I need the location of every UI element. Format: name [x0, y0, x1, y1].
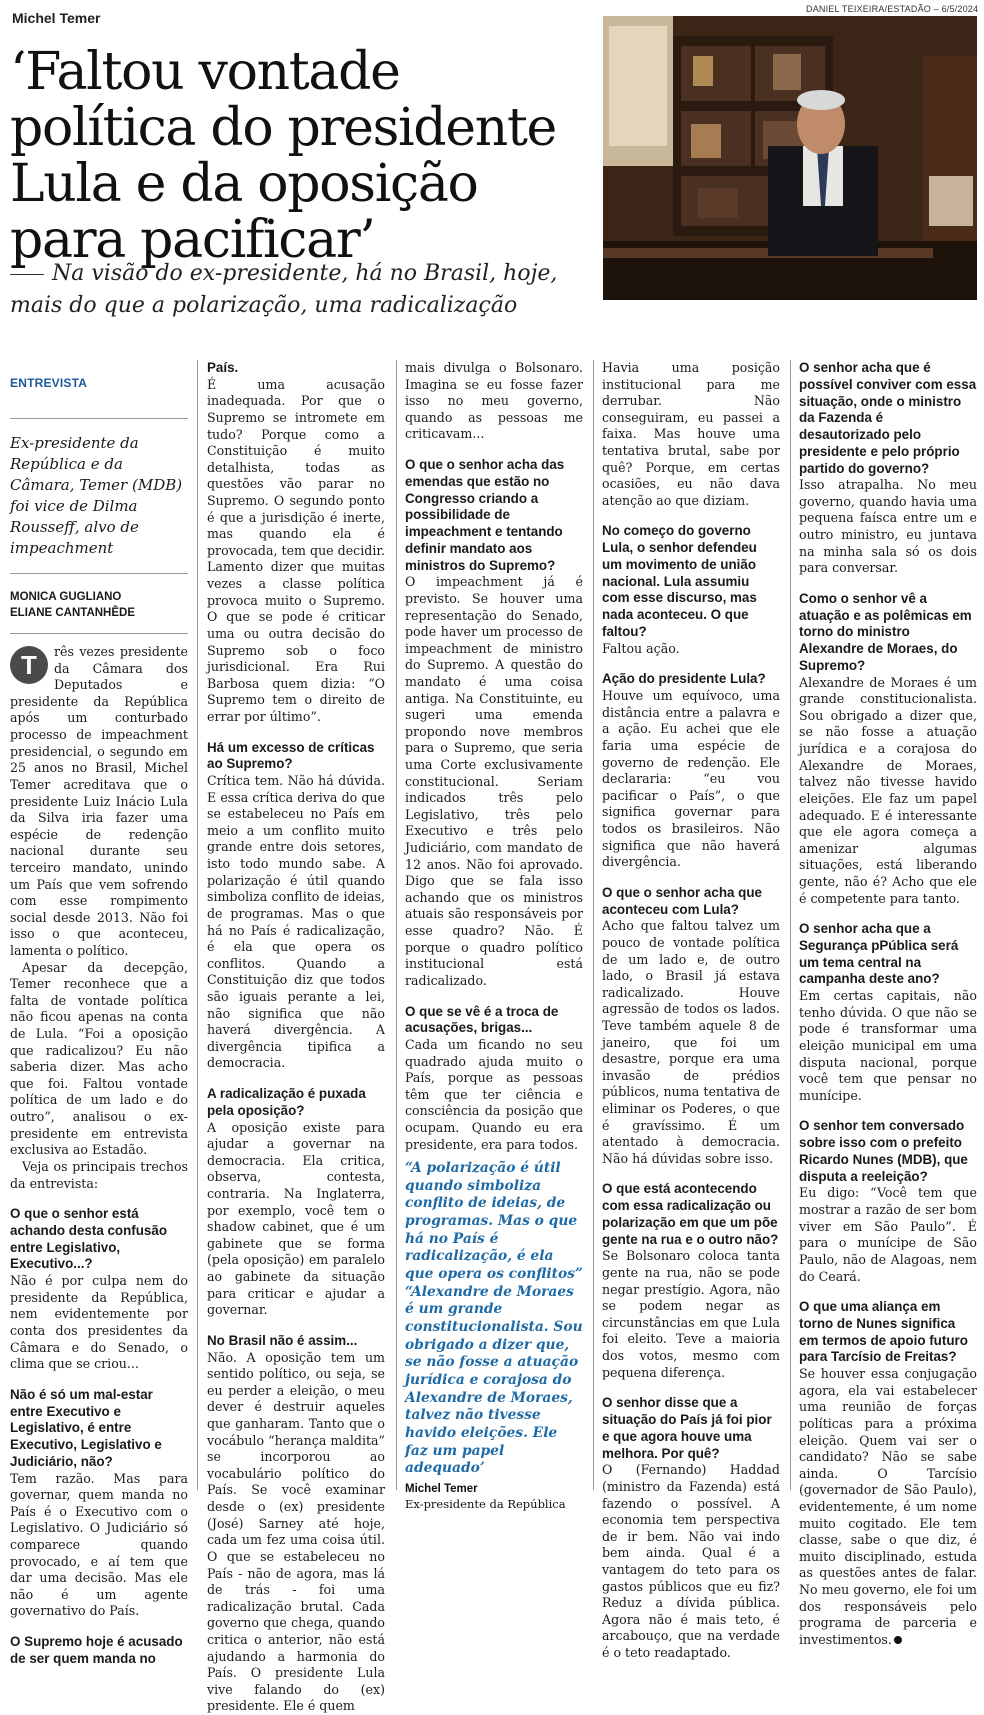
question: Não é só um mal-estar entre Executivo e Legislativo, é entre Executivo, Legislativo e Judiciário, não? [10, 1386, 162, 1469]
column-rule [396, 360, 397, 1490]
question: Como o senhor vê a atuação e as polêmicas em torno do ministro Alexandre de Moraes, do Supremo? [799, 590, 972, 673]
column-4 [602, 360, 780, 1662]
dash-rule [10, 274, 44, 275]
question: Ação do presidente Lula? [602, 671, 766, 687]
answer: Se houver essa conjugação agora, ela vai estabelecer uma reunião de forças políticas para a próxima eleição. Quem vai ser o candidato? Não se sabe ainda. O Tarcísio (governador de São Paulo), evidentemente, é um nome muito cogitado. Ele tem classe, sabe o que diz, é muito disciplinado, estuda as questões antes de falar. No meu governo, ele foi um dos responsáveis pelo programa de parceria e investimentos. [799, 1366, 977, 1647]
answer: O (Fernando) Haddad (ministro da Fazenda) está fazendo o possível. A economia tem perspectiva de ir bem. Não vai indo bem ainda. Qual é a vantagem do teto para os gastos públicos que eu fiz? Reduz a dívida pública. Agora não é mais teto, é arcabouço, que na verdade é o teto readaptado. [602, 1462, 780, 1661]
column-1 [10, 360, 188, 1668]
column-5 [799, 360, 977, 1648]
question-continued: País. [207, 360, 239, 375]
answer: Em certas capitais, não tenho dúvida. O que não se pode é transformar uma eleição municipal em uma disputa nacional, porque você tem que pensar no munícipe. [799, 988, 977, 1103]
pull-quote-author: Michel Temer [405, 1482, 478, 1495]
question: O que se vê é a troca de acusações, brigas... [405, 1003, 559, 1036]
question: O senhor disse que a situação do País já foi pior e que agora houve uma melhora. Por quê? [602, 1395, 772, 1461]
portrait-illustration [603, 16, 977, 300]
question: O que uma aliança em torno de Nunes significa em termos de apoio futuro para Tarcísio de Freitas? [799, 1299, 968, 1365]
intro-paragraph: Veja os principais trechos da entrevista: [10, 1158, 188, 1191]
answer: mais divulga o Bolsonaro. Imagina se eu fosse fazer isso no meu governo, quando as pessoas me criticavam... [405, 360, 583, 442]
question: A radicalização é puxada pela oposição? [207, 1086, 366, 1118]
answer: Tem razão. Mas para governar, quem manda no País é o Executivo com o Legislativo. O Judiciário só comparece quando provocado, e aí tem que dar uma decisão. Mas ele não é um agente governativo do País. [10, 1470, 188, 1619]
column-rule [790, 360, 791, 1490]
answer: Acho que faltou talvez um pouco de vontade política de um lado e, de outro lado, o Brasil já estava radicalizado. Houve agressão de todos os lados. Teve também aquele 8 de janeiro, que foi um desastre, porque era uma invasão de prédios públicos, numa tentativa de eliminar os Poderes, o que é gravíssimo. É um atentado à democracia. Não há dúvidas sobre isso. [602, 918, 780, 1166]
author-name: ELIANE CANTANHÊDE [10, 606, 136, 619]
answer: É uma acusação inadequada. Por que o Supremo se intromete em tudo? Porque como a Constituição é muito detalhista, todas as questões vão parar no Supremo. O segundo ponto é que a jurisdição é inerte, mas quando ela é provocada, tem que decidir. Lamento dizer que muitas vezes a classe política provoca muito o Supremo. O que se pode é criticar uma ou outra decisão do Supremo sob o foco jurisdicional. Era Rui Barbosa quem dizia: “O Supremo tem o direito de errar por último”. [207, 376, 385, 724]
headline: ‘Faltou vontade política do presidente Lula e da oposição para pacificar’ [10, 42, 557, 271]
column-rule [197, 360, 198, 1490]
question: O que está acontecendo com essa radicalização ou polarização em que um põe gente na rua e o outro não? [602, 1181, 779, 1247]
pull-quote-text: “A polarização é útil quando simboliza conflito de ideias, de programas. Mas o que há no País é radicalização, é ela que opera os conflitos” [405, 1160, 583, 1282]
answer: Isso atrapalha. No meu governo, quando havia uma pequena faísca entre um e outro ministro, eu juntava na minha sala só os dois para conversar. [799, 477, 977, 576]
intro-paragraph: Apesar da decepção, Temer reconhece que a falta de vontade política não ficou apenas na conta de Lula. “Foi a oposição que radicalizou? Eu não saberia dizer. Mas acho que foi. Faltou vontade política de um lado e do outro”, analisou o ex-presidente em entrevista exclusiva ao Estadão. [10, 959, 188, 1158]
divider [10, 573, 188, 574]
answer: Não. A oposição tem um sentido político, ou seja, se eu perder a eleição, o meu dever é destruir aqueles que ganharam. Tanto que o vocábulo “herança maldita” se incorporou ao vocabulário político do País. Se você examinar desde o (ex) presidente (José) Sarney até hoje, cada um fez uma coisa útil. O que se estabeleceu no País - não de agora, mas lá de trás - foi uma radicalização brutal. Cada governo que chega, quando critica o anterior, não está ajudando a harmonia do País. O presidente Lula vive falando do (ex) presidente. Ele é quem [207, 1349, 385, 1714]
column-rule [593, 360, 594, 1490]
photo-credit: DANIEL TEIXEIRA/ESTADÃO – 6/5/2024 [806, 4, 979, 14]
question: O que o senhor acha que aconteceu com Lula? [602, 884, 762, 917]
answer: Se Bolsonaro coloca tanta gente na rua, não se pode negar prestígio. Agora, não se podem negar as circunstâncias em que Lula foi eleito. Teve a maioria dos votos, mesmo com pequena diferença. [602, 1248, 780, 1380]
answer: Crítica tem. Não há dúvida. E essa crítica deriva do que se estabeleceu no País em meio a um conflito muito grande entre dois setores, isto todo mundo sabe. A polarização é útil quando simboliza conflito de ideias, de programas. Mas o que há no País é radicalização, é ela que opera os conflitos. Quando a Constituição diz que todos são iguais perante a lei, não significa que não haverá divergência. A divergência tipifica a democracia. [207, 773, 385, 1071]
column-2 [207, 360, 385, 1715]
answer: Cada um ficando no seu quadrado ajuda muito o País, porque as pessoas têm que ter ciência e consciência da posição que ocupam. Quando eu era presidente, era para todos. [405, 1037, 583, 1152]
question: O senhor acha que a Segurança pPública será um tema central na campanha deste ano? [799, 921, 959, 987]
pull-quote-text: “Alexandre de Moraes é um grande constitucionalista. Sou obrigado a dizer que, se não fosse a atuação jurídica e corajosa do Alexandre de Moraes, talvez não tivesse havido eleições. Ele faz um papel adequado’ [405, 1283, 583, 1477]
question: O senhor tem conversado sobre isso com o prefeito Ricardo Nunes (MDB), que disputa a reeleição? [799, 1118, 968, 1184]
intro-paragraph: T rês vezes presidente da Câmara dos Deputados e presidente da República após um conturbado processo de impeachment presidencial, o segundo em 25 anos no Brasil, Michel Temer acreditava que o presidente Luiz Inácio Lula da Silva iria fazer uma espécie de redenção nacional durante seu terceiro mandato, unindo um País que vem sofrendo com esse rompimento social desde 2013. Não foi isso o que aconteceu, lamenta o político. [10, 644, 188, 958]
section-tag: ENTREVISTA [10, 376, 88, 390]
answer: Não é por culpa nem do presidente da República, nem evidentemente por conta dos presidentes da Câmara e do Senado, o clima que se criou... [10, 1273, 188, 1372]
portrait-photo [603, 16, 977, 300]
question: O que o senhor está achando desta confusão entre Legislativo, Executivo...? [10, 1206, 167, 1272]
author-name: MONICA GUGLIANO [10, 591, 122, 603]
pull-quote [405, 1160, 583, 1512]
question: No Brasil não é assim... [207, 1332, 358, 1348]
answer: Houve um equívoco, uma distância entre a palavra e a ação. Eu achei que ele faria uma espécie de governo de redenção. Ele declararia: “eu vou pacificar o País”, o que significa governar para todos os brasileiros. Não significa que não haverá divergência. [602, 688, 780, 870]
question: No começo do governo Lula, o senhor defendeu um movimento de união nacional. Lula assumiu com esse discurso, mas nada aconteceu. O que faltou? [602, 523, 757, 639]
end-mark-icon [894, 1636, 902, 1644]
answer: A oposição existe para ajudar a governar na democracia. Ela critica, observa, contesta, contraria. Na Inglaterra, por exemplo, você tem o shadow cabinet, que é um gabinete que se forma (pela oposição) em paralelo ao gabinete da situação para criticar e ajudar a governar. [207, 1119, 385, 1318]
question: O que o senhor acha das emendas que estão no Congresso criando a possibilidade de impeachment e tentando definir mandato aos ministros do Supremo? [405, 457, 565, 573]
subheadline [10, 258, 595, 322]
answer: Faltou ação. [602, 640, 680, 656]
dropcap: T [10, 646, 48, 684]
question: O senhor acha que é possível conviver com essa situação, onde o ministro da Fazenda é desautorizado pelo presidente e pelo próprio partido do governo? [799, 360, 977, 476]
divider [10, 418, 188, 419]
section-kicker: Michel Temer [12, 10, 101, 26]
column-3 [405, 360, 583, 1153]
divider [10, 633, 188, 634]
answer: Havia uma posição institucional para me derrubar. Não conseguiram, eu passei a faixa. Mas houve uma tentativa brutal, sabe por quê? Porque, em certas ocasiões, eu não dava atenção ao que diziam. [602, 360, 780, 508]
question: Há um excesso de críticas ao Supremo? [207, 739, 375, 772]
lede: Ex-presidente da República e da Câmara, Temer (MDB) foi vice de Dilma Rousseff, alvo de impeachment [10, 434, 183, 557]
byline [10, 590, 188, 621]
answer: Alexandre de Moraes é um grande constitucionalista. Sou obrigado a dizer que, se não fosse a atuação jurídica e a corajosa do Alexandre de Moraes, talvez não tivesse havido eleições. Ele faz um papel adequado. E é interessante que ele agora começa a amenizar algumas situações, está liberando gente, não é? Acho que ele é competente para tanto. [799, 674, 977, 906]
question: O Supremo hoje é acusado de ser quem manda no [10, 1634, 183, 1666]
pull-quote-role: Ex-presidente da República [405, 1496, 566, 1511]
answer: O impeachment já é previsto. Se houver uma representação do Senado, pode haver um processo de impeachment de ministro do Supremo. A questão do mandato é uma coisa antiga. Na Constituinte, eu sugeri uma emenda propondo nove membros para o Supremo, que seria uma Corte exclusivamente constitucional. Seriam indicados três pelo Legislativo, três pelo Executivo e três pelo Judiciário, com mandato de 12 anos. Não foi aprovado. Digo que se fala isso achando que os ministros atuais são responsáveis por esse quadro? Não. É porque o quadro político institucional está radicalizado. [405, 574, 583, 988]
subheadline-text: Na visão do ex-presidente, há no Brasil, hoje, mais do que a polarização, uma radicalização [10, 261, 558, 318]
answer: Eu digo: “Você tem que mostrar a razão de ser bom viver em São Paulo”. É para o munícipe de São Paulo, não de Alagoas, nem do Ceará. [799, 1185, 977, 1284]
